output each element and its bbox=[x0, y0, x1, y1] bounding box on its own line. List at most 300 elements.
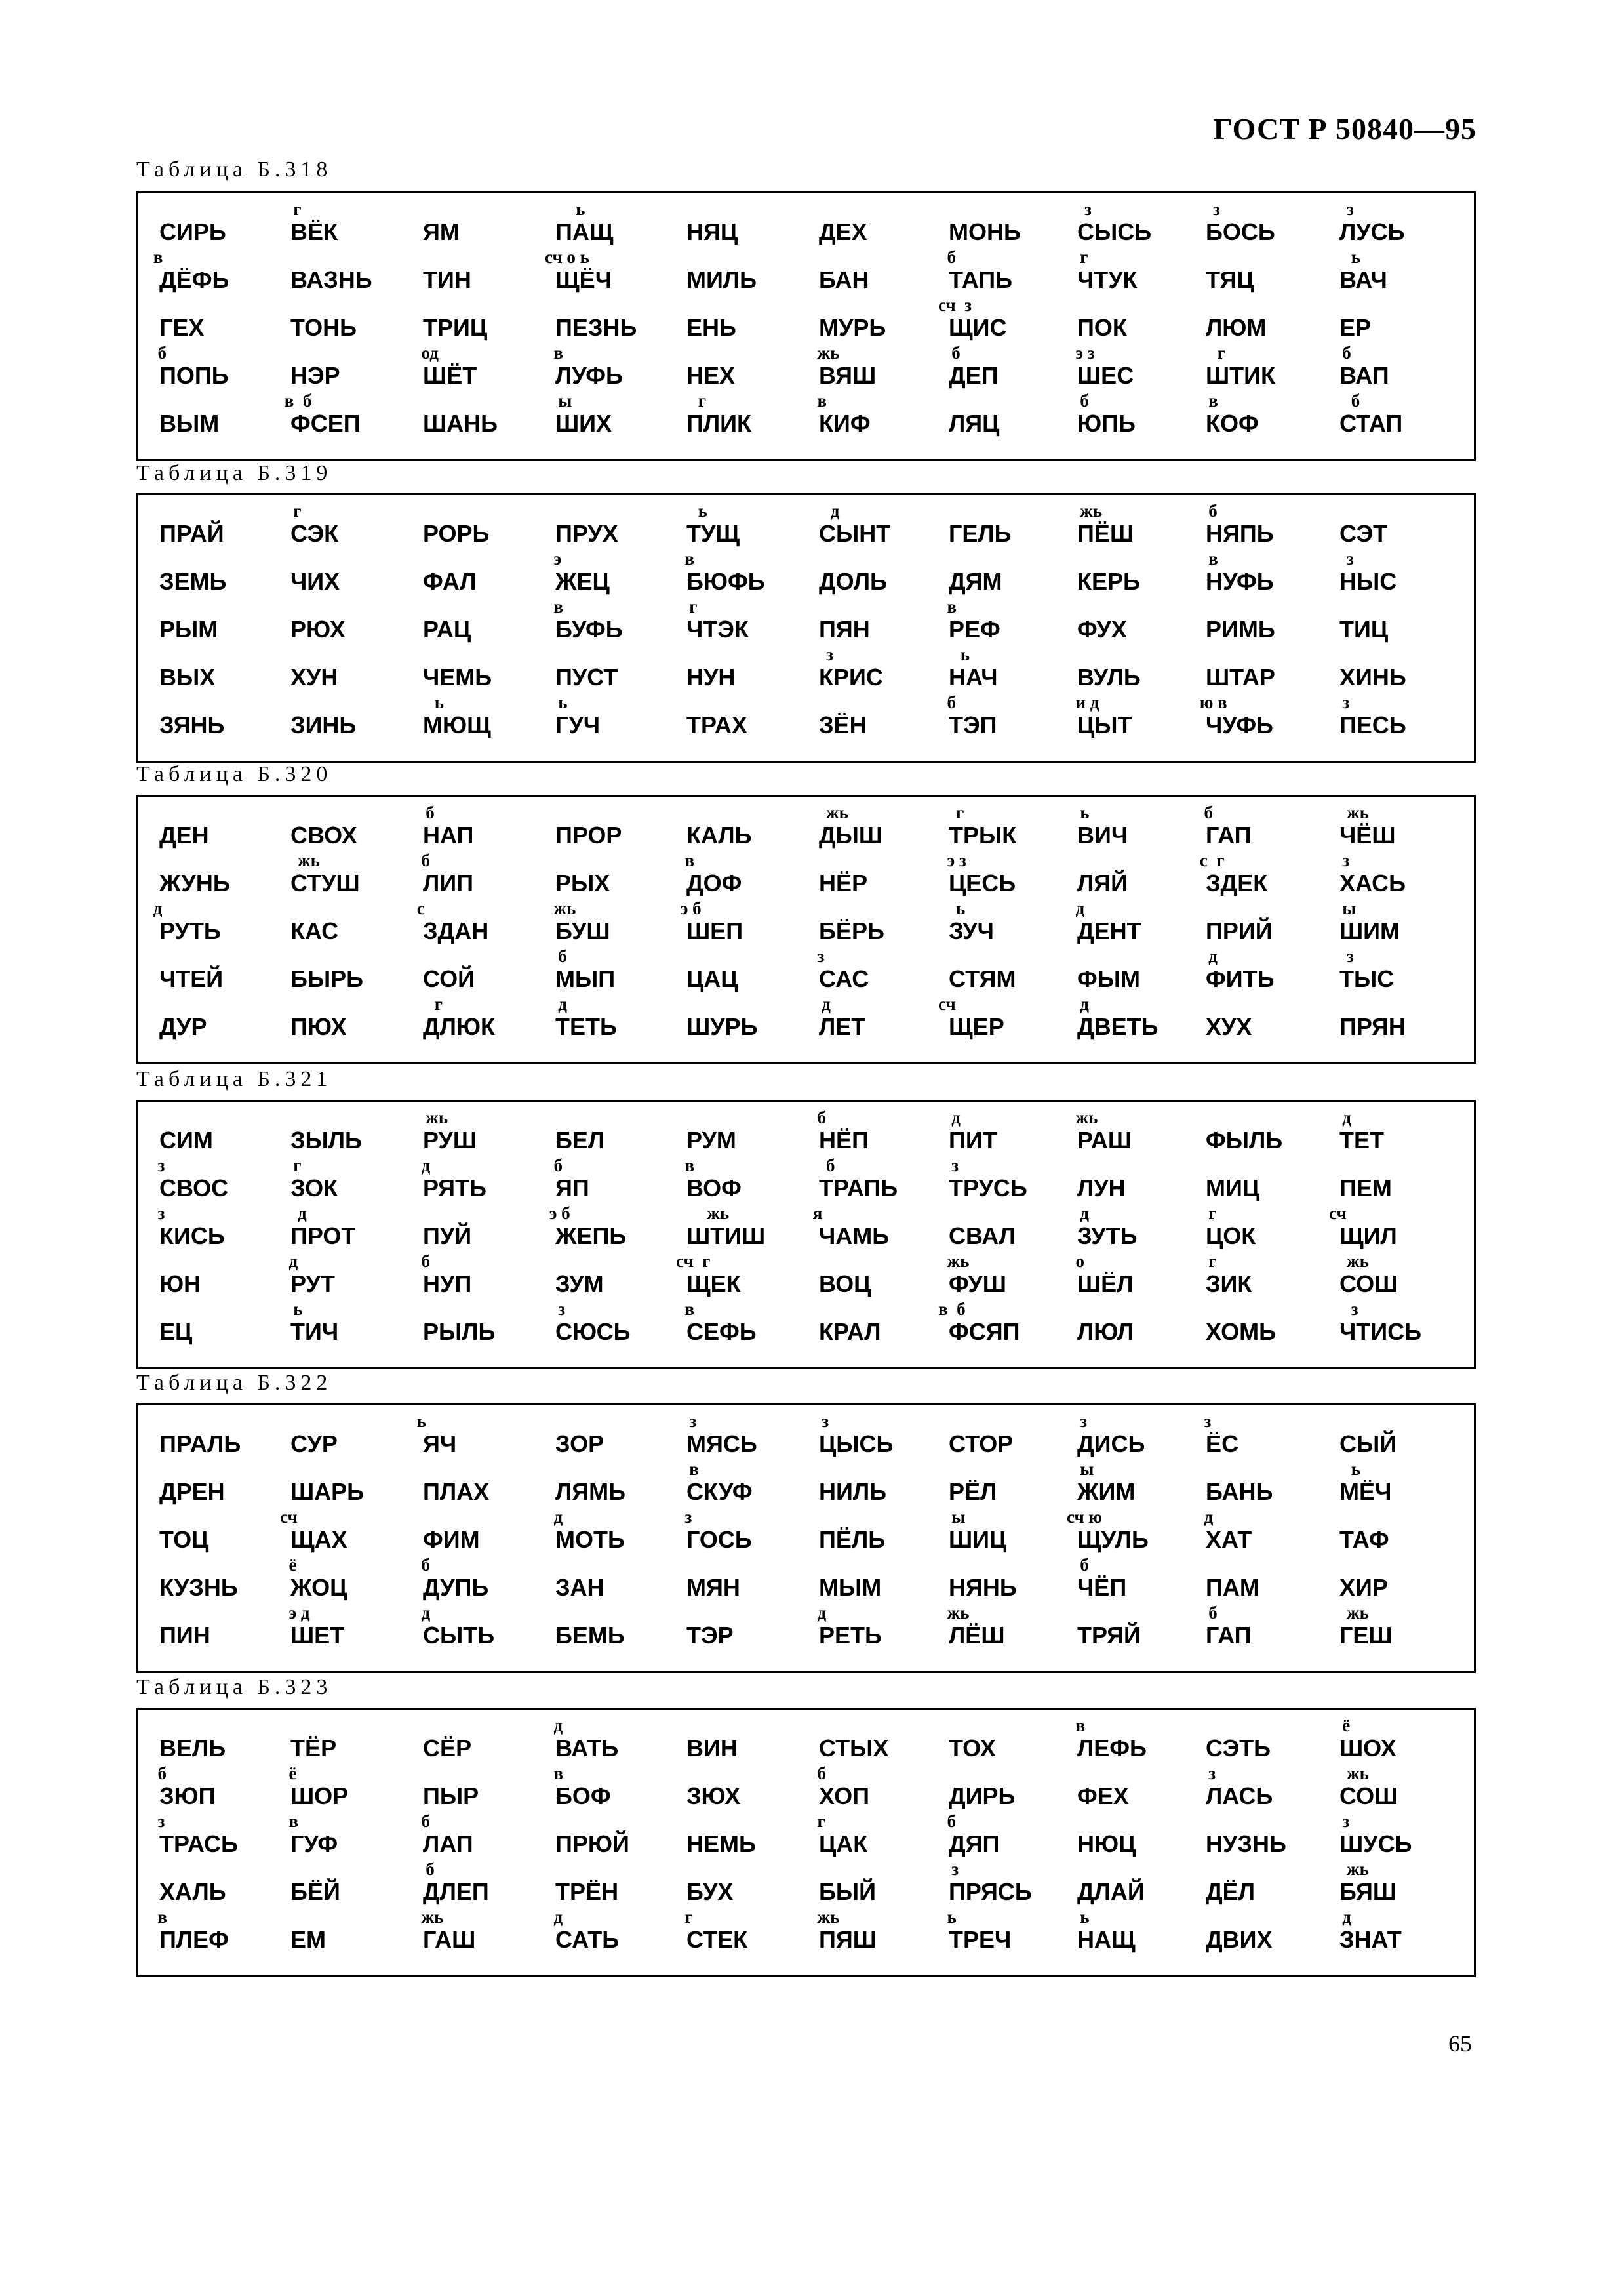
cell-word: ПЕМ bbox=[1339, 1175, 1392, 1201]
table-cell bbox=[1195, 995, 1326, 1043]
cell-word: ЛИП bbox=[423, 870, 474, 896]
table-cell bbox=[808, 1860, 940, 1908]
table-cell bbox=[1329, 248, 1460, 296]
table-cell bbox=[412, 1812, 544, 1860]
table-cell bbox=[808, 502, 940, 550]
cell-annotation: б bbox=[412, 1251, 430, 1271]
cell-word: ТАПЬ bbox=[949, 266, 1012, 293]
cell-word: ШОР bbox=[290, 1782, 349, 1809]
table-cell bbox=[938, 1108, 1069, 1156]
table-cell bbox=[1195, 1156, 1326, 1204]
table-cell bbox=[808, 1556, 940, 1603]
cell-word: ЧТЕЙ bbox=[159, 965, 224, 992]
cell-word: ШУСЬ bbox=[1339, 1830, 1412, 1857]
table-cell bbox=[1329, 1812, 1460, 1860]
cell-word: ВОФ bbox=[686, 1175, 742, 1201]
cell-word: ЩАХ bbox=[290, 1526, 347, 1553]
cell-word: ЖЕЦ bbox=[555, 568, 610, 595]
table-cell bbox=[280, 1908, 411, 1956]
cell-word: ГАП bbox=[1206, 822, 1252, 849]
table-cell bbox=[1067, 1412, 1198, 1460]
cell-annotation: б bbox=[412, 803, 435, 822]
table-cell bbox=[412, 995, 544, 1043]
table-cell bbox=[412, 1716, 544, 1764]
cell-word: РЁЛ bbox=[949, 1478, 997, 1505]
table-cell bbox=[412, 248, 544, 296]
cell-annotation: з bbox=[149, 1203, 165, 1223]
table-cell bbox=[1329, 851, 1460, 899]
cell-annotation: жь bbox=[676, 1203, 730, 1223]
cell-word: ДВИХ bbox=[1206, 1926, 1273, 1953]
table-cell bbox=[412, 200, 544, 248]
cell-word: РАШ bbox=[1077, 1127, 1132, 1154]
cell-word: ЕНЬ bbox=[686, 314, 736, 341]
cell-word: НУЗНЬ bbox=[1206, 1830, 1286, 1857]
cell-word: КАЛЬ bbox=[686, 822, 752, 849]
table-cell bbox=[676, 1460, 807, 1508]
table-cell bbox=[545, 597, 676, 645]
cell-word: НУН bbox=[686, 664, 736, 691]
word-table bbox=[136, 191, 1476, 461]
table-cell bbox=[1329, 392, 1460, 439]
cell-word: ЕР bbox=[1339, 314, 1372, 341]
cell-word: НЁП bbox=[819, 1127, 869, 1154]
table-cell bbox=[280, 995, 411, 1043]
table-cell bbox=[1195, 296, 1326, 344]
table-cell bbox=[1195, 1716, 1326, 1764]
table-cell bbox=[1067, 803, 1198, 851]
cell-word: ТЫС bbox=[1339, 965, 1395, 992]
cell-word: ЛУН bbox=[1077, 1175, 1126, 1201]
cell-word: ЗУЧ bbox=[949, 917, 994, 944]
table-cell bbox=[938, 597, 1069, 645]
cell-word: ЯП bbox=[555, 1175, 589, 1201]
cell-annotation: сч о ь bbox=[545, 247, 589, 267]
table-cell bbox=[412, 1603, 544, 1651]
cell-word: ЦЫСЬ bbox=[819, 1430, 894, 1457]
table-cell bbox=[808, 1908, 940, 1956]
cell-word: ДЕХ bbox=[819, 218, 867, 245]
cell-word: НЯЦ bbox=[686, 218, 738, 245]
table-cell bbox=[149, 597, 280, 645]
cell-word: ТЕТ bbox=[1339, 1127, 1384, 1154]
cell-word: СОШ bbox=[1339, 1270, 1398, 1297]
table-cell bbox=[280, 1252, 411, 1300]
cell-word: ЛЯМЬ bbox=[555, 1478, 625, 1505]
cell-word: ЩЕК bbox=[686, 1270, 741, 1297]
table-cell bbox=[1329, 1460, 1460, 1508]
table-cell bbox=[545, 1252, 676, 1300]
table-cell bbox=[1195, 550, 1326, 597]
table-cell bbox=[545, 1556, 676, 1603]
cell-word: ЛАСЬ bbox=[1206, 1782, 1273, 1809]
cell-annotation: з bbox=[545, 1299, 566, 1319]
table-cell bbox=[280, 502, 411, 550]
cell-word: ВУЛЬ bbox=[1077, 664, 1141, 691]
table-cell bbox=[412, 851, 544, 899]
word-table bbox=[136, 1708, 1476, 1977]
table-cell bbox=[412, 1908, 544, 1956]
table-cell bbox=[938, 1908, 1069, 1956]
cell-word: ЗУМ bbox=[555, 1270, 604, 1297]
cell-word: ФЫЛЬ bbox=[1206, 1127, 1283, 1154]
table-cell bbox=[1195, 1860, 1326, 1908]
cell-annotation: жь bbox=[808, 803, 848, 822]
table-cell bbox=[280, 1156, 411, 1204]
cell-word: ВЫХ bbox=[159, 664, 216, 691]
cell-word: СТЕК bbox=[686, 1926, 748, 1953]
table-cell bbox=[1195, 645, 1326, 693]
table-cell bbox=[938, 995, 1069, 1043]
table-cell bbox=[545, 899, 676, 947]
table-cell bbox=[545, 947, 676, 995]
table-cell bbox=[1067, 995, 1198, 1043]
table-cell bbox=[280, 693, 411, 741]
cell-annotation: ё bbox=[1329, 1716, 1351, 1735]
table-cell bbox=[938, 645, 1069, 693]
cell-annotation: д bbox=[1067, 898, 1085, 918]
cell-annotation: г bbox=[1067, 247, 1088, 267]
table-cell bbox=[938, 1412, 1069, 1460]
cell-word: ЯМ bbox=[423, 218, 460, 245]
cell-word: СЭТ bbox=[1339, 520, 1388, 547]
cell-word: ЯЧ bbox=[423, 1430, 457, 1457]
cell-word: ГАШ bbox=[423, 1926, 476, 1953]
table-cell bbox=[676, 1908, 807, 1956]
cell-word: ХУХ bbox=[1206, 1013, 1252, 1040]
cell-word: ГЕШ bbox=[1339, 1622, 1393, 1649]
table-cell bbox=[149, 550, 280, 597]
table-cell bbox=[149, 502, 280, 550]
cell-word: ДЯП bbox=[949, 1830, 1000, 1857]
cell-word: ШИЦ bbox=[949, 1526, 1007, 1553]
cell-annotation: с г bbox=[1195, 851, 1225, 870]
cell-word: ТЭП bbox=[949, 712, 997, 738]
cell-annotation: б bbox=[149, 343, 167, 363]
cell-word: ШЕТ bbox=[290, 1622, 345, 1649]
cell-annotation: в bbox=[676, 851, 695, 870]
table-cell bbox=[545, 550, 676, 597]
cell-word: РЫМ bbox=[159, 616, 218, 643]
cell-annotation: жь bbox=[1329, 1603, 1369, 1622]
table-title: Таблица Б.318 bbox=[136, 157, 332, 182]
cell-word: ВАЧ bbox=[1339, 266, 1387, 293]
cell-annotation: ь bbox=[1067, 803, 1090, 822]
table-cell bbox=[412, 1460, 544, 1508]
cell-annotation: б bbox=[938, 693, 956, 712]
table-cell bbox=[1329, 1508, 1460, 1556]
table-cell bbox=[1329, 803, 1460, 851]
cell-word: ФУШ bbox=[949, 1270, 1006, 1297]
cell-annotation: ы bbox=[545, 391, 572, 411]
cell-word: БЁРЬ bbox=[819, 917, 884, 944]
table-cell bbox=[412, 296, 544, 344]
table-cell bbox=[280, 1556, 411, 1603]
table-cell bbox=[545, 803, 676, 851]
cell-annotation: ь bbox=[938, 645, 970, 664]
cell-annotation: г bbox=[280, 1156, 302, 1175]
cell-word: ТЕТЬ bbox=[555, 1013, 617, 1040]
cell-annotation: в б bbox=[280, 391, 312, 411]
cell-annotation: б bbox=[545, 1156, 563, 1175]
cell-word: ГАП bbox=[1206, 1622, 1252, 1649]
table-cell bbox=[676, 1508, 807, 1556]
table-cell bbox=[280, 248, 411, 296]
table-cell bbox=[1067, 1556, 1198, 1603]
cell-annotation: ь bbox=[545, 693, 568, 712]
table-cell bbox=[808, 947, 940, 995]
table-cell bbox=[808, 1603, 940, 1651]
table-cell bbox=[808, 1412, 940, 1460]
table-cell bbox=[280, 1860, 411, 1908]
table-cell bbox=[1329, 1204, 1460, 1252]
cell-word: ДЛЮК bbox=[423, 1013, 496, 1040]
table-cell bbox=[1329, 1764, 1460, 1812]
cell-word: РУТ bbox=[290, 1270, 335, 1297]
table-cell bbox=[280, 1204, 411, 1252]
cell-annotation: з bbox=[1195, 199, 1220, 219]
cell-annotation: жь bbox=[808, 343, 840, 363]
table-cell bbox=[1195, 899, 1326, 947]
table-cell bbox=[1067, 899, 1198, 947]
cell-annotation: в bbox=[938, 597, 957, 616]
table-cell bbox=[149, 1860, 280, 1908]
cell-word: ПАМ bbox=[1206, 1574, 1259, 1601]
cell-word: ДИРЬ bbox=[949, 1782, 1016, 1809]
cell-word: ЖИМ bbox=[1077, 1478, 1136, 1505]
table-cell bbox=[412, 1412, 544, 1460]
cell-word: ПРОТ bbox=[290, 1222, 356, 1249]
cell-word: НАП bbox=[423, 822, 474, 849]
table-cell bbox=[1195, 344, 1326, 392]
table-cell bbox=[938, 947, 1069, 995]
table-cell bbox=[938, 693, 1069, 741]
document-header: ГОСТ Р 50840—95 bbox=[1213, 112, 1476, 146]
cell-word: МЫМ bbox=[819, 1574, 882, 1601]
cell-annotation: з bbox=[1329, 549, 1354, 569]
cell-annotation: з bbox=[1067, 199, 1092, 219]
table-cell bbox=[808, 1300, 940, 1348]
table-cell bbox=[280, 344, 411, 392]
table-cell bbox=[1195, 392, 1326, 439]
cell-annotation: д bbox=[545, 994, 567, 1014]
cell-word: ДЁФЬ bbox=[159, 266, 229, 293]
cell-word: ПЛИК bbox=[686, 410, 751, 437]
cell-word: ЧТЭК bbox=[686, 616, 749, 643]
cell-word: ДЛАЙ bbox=[1077, 1878, 1145, 1905]
table-cell bbox=[149, 803, 280, 851]
table-cell bbox=[149, 1508, 280, 1556]
cell-word: ЗЕМЬ bbox=[159, 568, 227, 595]
table-cell bbox=[1195, 1556, 1326, 1603]
cell-word: ЩЕР bbox=[949, 1013, 1004, 1040]
cell-word: ПЁЛЬ bbox=[819, 1526, 886, 1553]
cell-word: ФЫМ bbox=[1077, 965, 1140, 992]
table-cell bbox=[1067, 1108, 1198, 1156]
cell-annotation: б bbox=[412, 1859, 435, 1879]
cell-word: НАЩ bbox=[1077, 1926, 1136, 1953]
cell-annotation: д bbox=[280, 1251, 298, 1271]
cell-word: СКУФ bbox=[686, 1478, 753, 1505]
cell-word: СИМ bbox=[159, 1127, 213, 1154]
cell-word: ТОХ bbox=[949, 1735, 996, 1762]
table-cell bbox=[545, 1860, 676, 1908]
table-cell bbox=[149, 1252, 280, 1300]
cell-word: ЛЯЦ bbox=[949, 410, 1000, 437]
table-cell bbox=[280, 803, 411, 851]
cell-word: РЕТЬ bbox=[819, 1622, 882, 1649]
cell-annotation: з bbox=[676, 1411, 697, 1431]
cell-annotation: с bbox=[412, 898, 425, 918]
cell-annotation: г bbox=[280, 501, 302, 521]
table-cell bbox=[1329, 1252, 1460, 1300]
table-cell bbox=[280, 296, 411, 344]
table-cell bbox=[808, 1764, 940, 1812]
table-cell bbox=[412, 344, 544, 392]
table-cell bbox=[545, 200, 676, 248]
cell-word: СИРЬ bbox=[159, 218, 226, 245]
table-cell bbox=[1067, 1252, 1198, 1300]
cell-word: МУРЬ bbox=[819, 314, 886, 341]
cell-word: ПУЙ bbox=[423, 1222, 472, 1249]
table-cell bbox=[149, 1556, 280, 1603]
table-cell bbox=[808, 1108, 940, 1156]
page-number: 65 bbox=[1448, 2030, 1472, 2057]
cell-word: КЕРЬ bbox=[1077, 568, 1140, 595]
table-cell bbox=[412, 392, 544, 439]
cell-annotation: з bbox=[676, 1507, 692, 1527]
table-cell bbox=[1195, 1603, 1326, 1651]
table-cell bbox=[938, 1460, 1069, 1508]
cell-word: ПУСТ bbox=[555, 664, 618, 691]
cell-word: ТИЧ bbox=[290, 1318, 339, 1345]
cell-annotation: жь bbox=[808, 1907, 840, 1927]
cell-annotation: д bbox=[545, 1507, 563, 1527]
cell-annotation: ь bbox=[1329, 247, 1361, 267]
cell-annotation: б bbox=[1067, 1555, 1089, 1575]
table-cell bbox=[149, 344, 280, 392]
table-cell bbox=[1067, 1300, 1198, 1348]
cell-annotation: г bbox=[1195, 343, 1226, 363]
cell-word: ЗЫЛЬ bbox=[290, 1127, 362, 1154]
cell-word: ЛЕФЬ bbox=[1077, 1735, 1147, 1762]
table-cell bbox=[676, 947, 807, 995]
table-cell bbox=[676, 1860, 807, 1908]
cell-word: ЛЯЙ bbox=[1077, 870, 1128, 896]
cell-word: ЗИК bbox=[1206, 1270, 1252, 1297]
table-cell bbox=[808, 296, 940, 344]
cell-annotation: д bbox=[1067, 1203, 1089, 1223]
cell-annotation: б bbox=[808, 1108, 826, 1127]
table-cell bbox=[1195, 1252, 1326, 1300]
table-cell bbox=[545, 1204, 676, 1252]
cell-word: ЛУСЬ bbox=[1339, 218, 1405, 245]
cell-word: ПРОР bbox=[555, 822, 622, 849]
cell-word: ЩИЛ bbox=[1339, 1222, 1397, 1249]
table-cell bbox=[412, 1156, 544, 1204]
cell-word: ФИМ bbox=[423, 1526, 480, 1553]
word-table bbox=[136, 1403, 1476, 1673]
table-cell bbox=[149, 1300, 280, 1348]
cell-word: ЧТУК bbox=[1077, 266, 1138, 293]
table-cell bbox=[676, 392, 807, 439]
table-cell bbox=[676, 1108, 807, 1156]
cell-word: ГЕЛЬ bbox=[949, 520, 1012, 547]
table-cell bbox=[676, 1252, 807, 1300]
table-cell bbox=[1067, 296, 1198, 344]
cell-word: БУХ bbox=[686, 1878, 734, 1905]
cell-word: ТРЯЙ bbox=[1077, 1622, 1141, 1649]
cell-word: ДЕНТ bbox=[1077, 917, 1141, 944]
cell-word: ТЁР bbox=[290, 1735, 337, 1762]
table-cell bbox=[545, 1108, 676, 1156]
cell-annotation: в bbox=[1067, 1716, 1086, 1735]
table-cell bbox=[1067, 645, 1198, 693]
cell-word: ПРЯСЬ bbox=[949, 1878, 1032, 1905]
cell-annotation: э bbox=[545, 549, 562, 569]
cell-word: ТАФ bbox=[1339, 1526, 1389, 1553]
cell-word: ТРИЦ bbox=[423, 314, 488, 341]
cell-word: ДУПЬ bbox=[423, 1574, 489, 1601]
cell-annotation: з bbox=[1329, 851, 1350, 870]
cell-word: КОФ bbox=[1206, 410, 1259, 437]
cell-annotation: э з bbox=[1067, 343, 1095, 363]
cell-word: СВОХ bbox=[290, 822, 357, 849]
table-cell bbox=[676, 597, 807, 645]
table-cell bbox=[1067, 693, 1198, 741]
table-cell bbox=[545, 502, 676, 550]
cell-word: ЗНАТ bbox=[1339, 1926, 1402, 1953]
cell-word: КРАЛ bbox=[819, 1318, 881, 1345]
cell-word: РАЦ bbox=[423, 616, 471, 643]
cell-word: НЭР bbox=[290, 362, 340, 389]
cell-annotation: б bbox=[1195, 803, 1213, 822]
cell-word: ПОК bbox=[1077, 314, 1127, 341]
table-cell bbox=[1329, 899, 1460, 947]
cell-word: ВИН bbox=[686, 1735, 738, 1762]
table-cell bbox=[1067, 1716, 1198, 1764]
cell-annotation: в bbox=[545, 597, 564, 616]
cell-word: РУШ bbox=[423, 1127, 477, 1154]
table-cell bbox=[545, 1508, 676, 1556]
table-cell bbox=[412, 1252, 544, 1300]
cell-annotation: в bbox=[545, 1763, 564, 1783]
table-cell bbox=[1195, 947, 1326, 995]
table-cell bbox=[938, 899, 1069, 947]
cell-word: РЫЛЬ bbox=[423, 1318, 496, 1345]
table-cell bbox=[149, 296, 280, 344]
cell-annotation: сч ю bbox=[1067, 1507, 1103, 1527]
cell-word: ЗДЕК bbox=[1206, 870, 1268, 896]
cell-annotation: сч г bbox=[676, 1251, 711, 1271]
cell-word: НЁР bbox=[819, 870, 868, 896]
table-cell bbox=[1067, 392, 1198, 439]
table-cell bbox=[1067, 344, 1198, 392]
table-cell bbox=[938, 392, 1069, 439]
cell-annotation: г bbox=[676, 391, 707, 411]
table-cell bbox=[1329, 1556, 1460, 1603]
cell-word: ДЕП bbox=[949, 362, 999, 389]
cell-word: ГЕХ bbox=[159, 314, 205, 341]
table-cell bbox=[938, 344, 1069, 392]
cell-annotation: г bbox=[938, 803, 964, 822]
cell-annotation: д bbox=[808, 1603, 827, 1622]
cell-annotation: ь bbox=[1329, 1459, 1361, 1479]
cell-word: БОФ bbox=[555, 1782, 611, 1809]
cell-word: ТРУСЬ bbox=[949, 1175, 1027, 1201]
cell-annotation: ь bbox=[938, 898, 966, 918]
table-cell bbox=[808, 1252, 940, 1300]
